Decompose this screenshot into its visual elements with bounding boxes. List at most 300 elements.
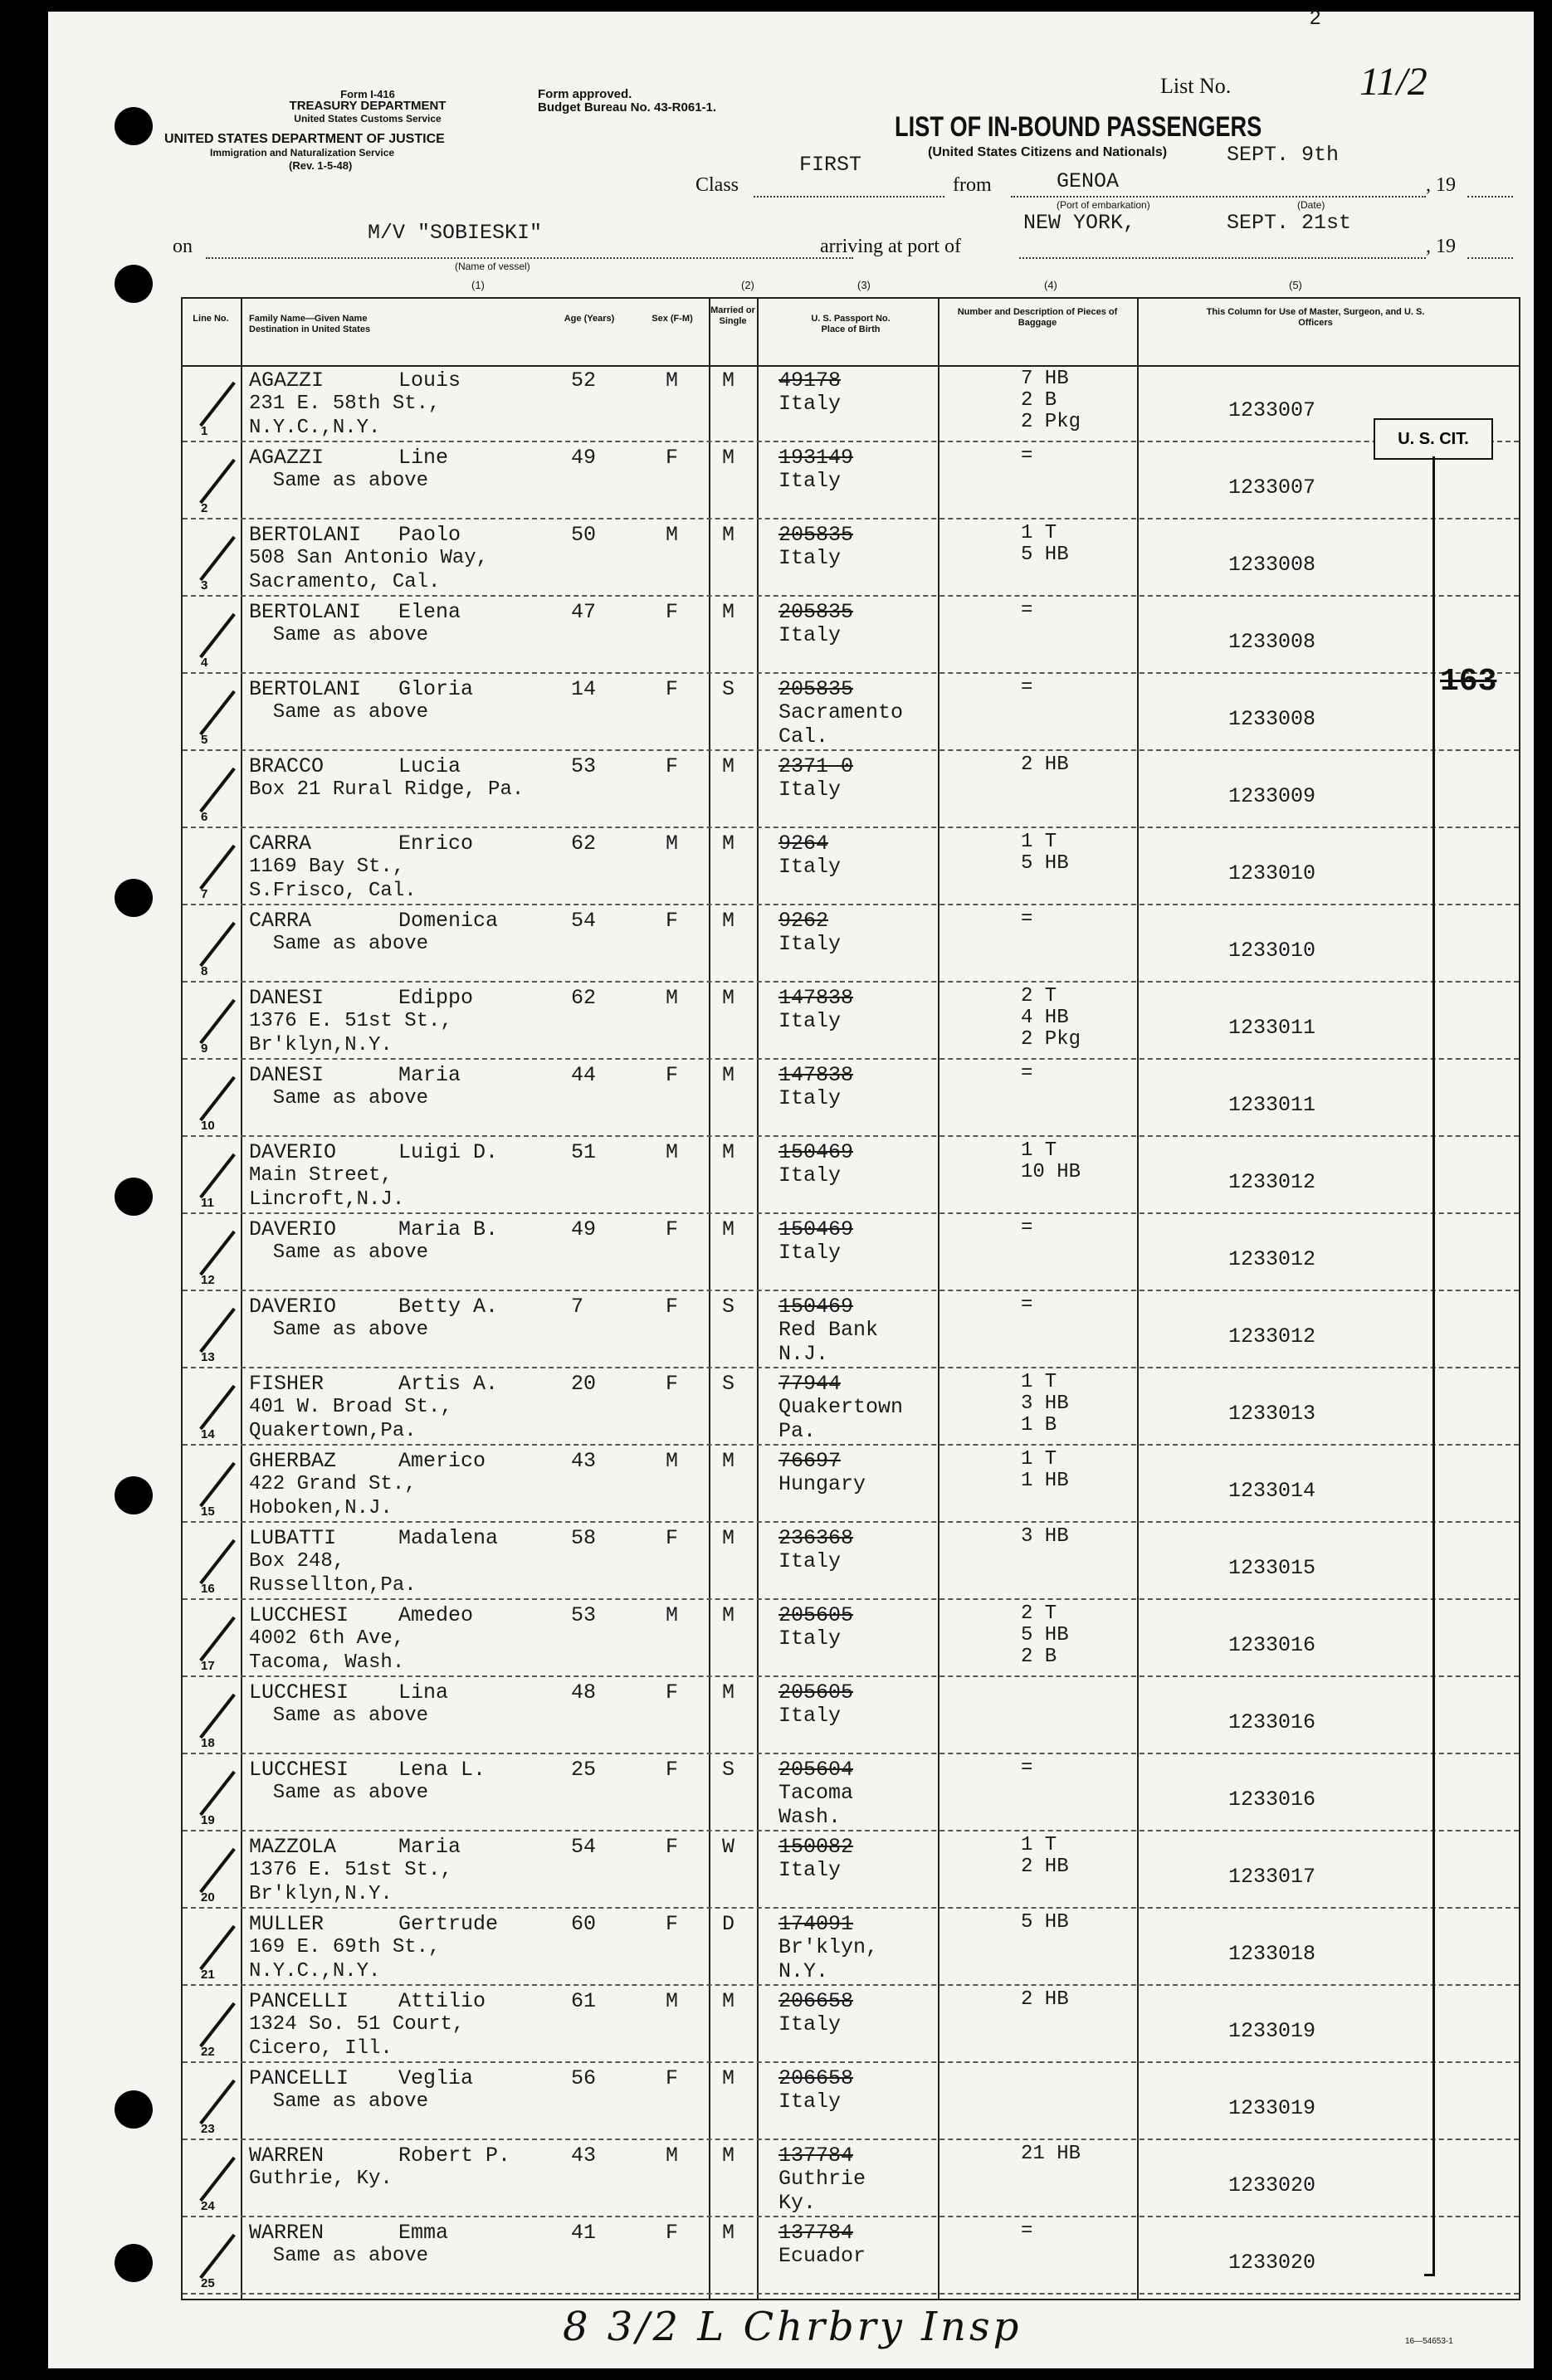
table-row [183, 519, 1519, 597]
passport-number: 137784 [778, 2221, 854, 2245]
baggage-description: 1 T 5 HB [1021, 522, 1069, 566]
place-of-birth: Italy [778, 932, 842, 956]
vessel-name: M/V "SOBIESKI" [368, 221, 543, 245]
passenger-name: LUCCHESI Amedeo [249, 1603, 474, 1627]
checkmark-icon [199, 999, 236, 1044]
passenger-sex: M [666, 1989, 679, 2013]
arriving-date-value: SEPT. 21st [1227, 211, 1352, 235]
checkmark-icon [199, 1617, 236, 1661]
passenger-marital-status: M [722, 1526, 735, 1550]
passport-number: 150082 [778, 1835, 854, 1859]
passenger-age: 44 [571, 1063, 597, 1087]
passenger-name: AGAZZI Line [249, 446, 449, 470]
col-number-5: (5) [1289, 279, 1302, 291]
table-row [183, 2217, 1519, 2295]
line-number: 25 [201, 2276, 215, 2290]
passenger-sex: F [666, 1372, 679, 1396]
officer-number: 1233007 [1228, 476, 1316, 500]
passenger-marital-status: M [722, 1063, 735, 1087]
passport-number: 205605 [778, 1680, 854, 1705]
checkmark-icon [199, 459, 236, 504]
place-of-birth: Quakertown Pa. [778, 1395, 904, 1443]
baggage-description: = [1021, 1757, 1033, 1779]
passenger-marital-status: D [722, 1912, 735, 1936]
line-number: 4 [201, 656, 208, 670]
table-row [183, 2140, 1519, 2217]
baggage-description: 5 HB [1021, 1911, 1069, 1934]
col-header-age: Age (Years) [564, 314, 615, 324]
baggage-description: 3 HB [1021, 1525, 1069, 1548]
passenger-sex: M [666, 1449, 679, 1473]
passenger-name: BERTOLANI Elena [249, 600, 461, 624]
us-cit-stamp: U. S. CIT. [1374, 418, 1493, 460]
baggage-description: 1 T 10 HB [1021, 1139, 1081, 1183]
passenger-name: DAVERIO Maria B. [249, 1217, 499, 1241]
baggage-description: = [1021, 1217, 1033, 1239]
baggage-description: = [1021, 908, 1033, 930]
budget-bureau: Budget Bureau No. 43-R061-1. [538, 100, 717, 115]
baggage-description: 1 T 3 HB 1 B [1021, 1371, 1069, 1436]
passenger-destination: Same as above [249, 1782, 429, 1804]
place-of-birth: Italy [778, 855, 842, 879]
officer-number: 1233017 [1228, 1865, 1316, 1889]
passenger-destination: 401 W. Broad St., Quakertown,Pa. [249, 1396, 452, 1442]
place-of-birth: Italy [778, 1241, 842, 1265]
place-of-birth: Italy [778, 546, 842, 570]
officer-number: 1233008 [1228, 707, 1316, 731]
passenger-marital-status: M [722, 909, 735, 933]
checkmark-icon [199, 1385, 236, 1430]
passenger-age: 54 [571, 1835, 597, 1859]
table-row [183, 1214, 1519, 1291]
baggage-description: = [1021, 1294, 1033, 1316]
table-row [183, 442, 1519, 519]
line-number: 3 [201, 578, 208, 593]
officer-number: 1233016 [1228, 1710, 1316, 1734]
passenger-destination: Box 21 Rural Ridge, Pa. [249, 778, 525, 801]
line-number: 16 [201, 1582, 215, 1596]
passenger-marital-status: M [722, 1680, 735, 1705]
passenger-destination: Same as above [249, 470, 429, 492]
line-number: 15 [201, 1505, 215, 1519]
from-date-value: SEPT. 9th [1227, 143, 1340, 167]
passenger-name: MULLER Gertrude [249, 1912, 499, 1936]
line-number: 7 [201, 887, 208, 901]
line-number: 20 [201, 1890, 215, 1904]
passenger-destination: Main Street, Lincroft,N.J. [249, 1164, 405, 1211]
table-row [183, 674, 1519, 751]
year-label-1: , 19 [1426, 174, 1456, 196]
line-number: 11 [201, 1196, 214, 1210]
passenger-age: 60 [571, 1912, 597, 1936]
punch-hole [115, 1178, 153, 1216]
checkmark-icon [199, 2157, 236, 2202]
officer-number: 1233016 [1228, 1787, 1316, 1812]
passenger-destination: 1169 Bay St., S.Frisco, Cal. [249, 856, 417, 902]
passport-number: 147838 [778, 986, 854, 1010]
passport-number: 150469 [778, 1295, 854, 1319]
col-number-3: (3) [857, 279, 871, 291]
punch-hole [115, 2244, 153, 2282]
passenger-name: FISHER Artis A. [249, 1372, 499, 1396]
passenger-name: BERTOLANI Gloria [249, 677, 474, 701]
passenger-age: 56 [571, 2066, 597, 2090]
line-number: 6 [201, 810, 208, 824]
passenger-name: MAZZOLA Maria [249, 1835, 461, 1859]
line-number: 1 [201, 424, 208, 438]
checkmark-icon [199, 1308, 236, 1353]
table-row [183, 1523, 1519, 1600]
passenger-name: PANCELLI Attilio [249, 1989, 486, 2013]
table-row [183, 2063, 1519, 2140]
line-number: 13 [201, 1350, 215, 1364]
passenger-sex: F [666, 1063, 679, 1087]
baggage-description: 2 HB [1021, 1988, 1069, 2011]
passenger-sex: F [666, 754, 679, 778]
baggage-description: 21 HB [1021, 2143, 1081, 2165]
passport-number: 193149 [778, 446, 854, 470]
checkmark-icon [199, 536, 236, 581]
passenger-marital-status: M [722, 1603, 735, 1627]
col-header-officers: This Column for Use of Master, Surgeon, and U. S. Officers [1206, 307, 1425, 328]
checkmark-icon [199, 382, 236, 427]
officer-number: 1233019 [1228, 2019, 1316, 2043]
baggage-description: 2 T 5 HB 2 B [1021, 1602, 1069, 1668]
table-row [183, 983, 1519, 1060]
col-header-sex: Sex (F-M) [652, 314, 693, 324]
baggage-description: 1 T 1 HB [1021, 1448, 1069, 1492]
passenger-name: PANCELLI Veglia [249, 2066, 474, 2090]
passenger-destination: 422 Grand St., Hoboken,N.J. [249, 1473, 417, 1519]
place-of-birth: Italy [778, 1626, 842, 1651]
vessel-caption: (Name of vessel) [455, 261, 530, 272]
passenger-name: DANESI Maria [249, 1063, 461, 1087]
passenger-sex: F [666, 600, 679, 624]
officer-number: 1233018 [1228, 1942, 1316, 1966]
passenger-age: 51 [571, 1140, 597, 1164]
passenger-destination: Same as above [249, 933, 429, 955]
line-number: 17 [201, 1659, 215, 1673]
table-row [183, 1600, 1519, 1677]
place-of-birth: Hungary [778, 1472, 866, 1496]
passport-number: 147838 [778, 1063, 854, 1087]
baggage-description: 1 T 2 HB [1021, 1834, 1069, 1878]
passenger-name: BRACCO Lucia [249, 754, 461, 778]
port-embark-caption: (Port of embarkation) [1057, 199, 1150, 211]
line-number: 5 [201, 733, 208, 747]
passenger-name: WARREN Robert P. [249, 2143, 511, 2168]
passport-number: 137784 [778, 2143, 854, 2168]
passenger-name: BERTOLANI Paolo [249, 523, 461, 547]
passenger-sex: M [666, 986, 679, 1010]
baggage-description: = [1021, 445, 1033, 467]
passenger-age: 43 [571, 2143, 597, 2168]
document-title: LIST OF IN-BOUND PASSENGERS [895, 111, 1262, 143]
class-value: FIRST [799, 153, 862, 177]
passenger-name: DAVERIO Betty A. [249, 1295, 499, 1319]
passenger-name: DANESI Edippo [249, 986, 474, 1010]
passenger-age: 49 [571, 446, 597, 470]
passenger-name: CARRA Enrico [249, 832, 474, 856]
passenger-sex: F [666, 677, 679, 701]
table-row [183, 1986, 1519, 2063]
passenger-age: 7 [571, 1295, 584, 1319]
table-row [183, 1368, 1519, 1446]
punch-hole [115, 107, 153, 145]
line-number: 22 [201, 2045, 215, 2059]
passenger-name: LUCCHESI Lina [249, 1680, 449, 1705]
officer-number: 1233013 [1228, 1402, 1316, 1426]
passenger-marital-status: M [722, 523, 735, 547]
revision: (Rev. 1-5-48) [289, 159, 353, 172]
passenger-destination: 1324 So. 51 Court, Cicero, Ill. [249, 2013, 465, 2060]
passenger-marital-status: M [722, 2221, 735, 2245]
passport-number: 206658 [778, 2066, 854, 2090]
line-number: 9 [201, 1041, 208, 1056]
passenger-age: 50 [571, 523, 597, 547]
col-header-baggage: Number and Description of Pieces of Baggage [957, 307, 1118, 328]
passenger-destination: Same as above [249, 2090, 429, 2113]
punch-hole [115, 2090, 153, 2129]
passenger-sex: F [666, 446, 679, 470]
passport-number: 76697 [778, 1449, 842, 1473]
on-label: on [173, 236, 193, 257]
passenger-marital-status: S [722, 1758, 735, 1782]
line-number: 8 [201, 964, 208, 978]
passenger-marital-status: S [722, 1295, 735, 1319]
table-row [183, 1754, 1519, 1831]
officer-number: 1233020 [1228, 2173, 1316, 2197]
document-subtitle: (United States Citizens and Nationals) [928, 145, 1168, 159]
customs-service: United States Customs Service [294, 113, 442, 124]
place-of-birth: Italy [778, 392, 842, 416]
passenger-age: 47 [571, 600, 597, 624]
officer-number: 1233007 [1228, 398, 1316, 422]
form-code: 16—54653-1 [1405, 2337, 1453, 2346]
line-number: 23 [201, 2122, 215, 2136]
table-row [183, 751, 1519, 828]
place-of-birth: Italy [778, 1163, 842, 1188]
passenger-name: CARRA Domenica [249, 909, 499, 933]
passenger-destination: Same as above [249, 2245, 429, 2267]
checkmark-icon [199, 1925, 236, 1970]
passenger-age: 53 [571, 1603, 597, 1627]
place-of-birth: Guthrie Ky. [778, 2167, 866, 2215]
table-row [183, 1060, 1519, 1137]
passenger-age: 52 [571, 368, 597, 393]
passenger-marital-status: M [722, 986, 735, 1010]
passport-number: 236368 [778, 1526, 854, 1550]
passenger-destination: 169 E. 69th St., N.Y.C.,N.Y. [249, 1936, 441, 1983]
passenger-destination: Same as above [249, 624, 429, 646]
passenger-marital-status: M [722, 2143, 735, 2168]
checkmark-icon [199, 1848, 236, 1893]
passenger-sex: F [666, 1758, 679, 1782]
class-label: Class [695, 174, 739, 196]
passenger-destination: Same as above [249, 1087, 429, 1110]
baggage-description: = [1021, 599, 1033, 622]
passenger-age: 25 [571, 1758, 597, 1782]
passenger-age: 54 [571, 909, 597, 933]
from-port-value: GENOA [1057, 169, 1120, 193]
passenger-age: 62 [571, 832, 597, 856]
col-header-name: Family Name—Given Name Destination in United States [249, 314, 371, 334]
col-number-1: (1) [471, 279, 485, 291]
passenger-marital-status: M [722, 2066, 735, 2090]
baggage-description: = [1021, 2220, 1033, 2242]
table-header [183, 299, 1519, 367]
passenger-sex: F [666, 1912, 679, 1936]
place-of-birth: Italy [778, 1704, 842, 1728]
officer-number: 1233012 [1228, 1170, 1316, 1194]
passport-number: 174091 [778, 1912, 854, 1936]
checkmark-icon [199, 768, 236, 812]
passenger-destination: Same as above [249, 701, 429, 724]
checkmark-icon [199, 613, 236, 658]
passenger-sex: F [666, 2066, 679, 2090]
officer-number: 1233008 [1228, 553, 1316, 577]
baggage-description: = [1021, 1062, 1033, 1085]
passenger-age: 62 [571, 986, 597, 1010]
baggage-description: 2 HB [1021, 754, 1069, 776]
passenger-destination: 1376 E. 51st St., Br'klyn,N.Y. [249, 1010, 452, 1056]
passenger-sex: F [666, 909, 679, 933]
punch-hole [115, 265, 153, 303]
list-no-label: List No. [1160, 74, 1232, 98]
baggage-description: = [1021, 676, 1033, 699]
passport-number: 150469 [778, 1140, 854, 1164]
passport-number: 205835 [778, 600, 854, 624]
officer-number: 1233020 [1228, 2251, 1316, 2275]
passenger-name: AGAZZI Louis [249, 368, 461, 393]
line-number: 18 [201, 1736, 215, 1750]
passenger-age: 58 [571, 1526, 597, 1550]
officer-number: 1233010 [1228, 939, 1316, 963]
passenger-sex: M [666, 832, 679, 856]
arriving-port-value: NEW YORK, [1023, 211, 1136, 235]
officer-number: 1233014 [1228, 1479, 1316, 1503]
page-corner-number: 2 [1310, 7, 1321, 29]
passport-number: 206658 [778, 1989, 854, 2013]
place-of-birth: Italy [778, 469, 842, 493]
passport-number: 205835 [778, 677, 854, 701]
checkmark-icon [199, 1694, 236, 1739]
baggage-description: 1 T 5 HB [1021, 831, 1069, 875]
col-number-2: (2) [741, 279, 754, 291]
passenger-age: 48 [571, 1680, 597, 1705]
col-header-married: Married or Single [710, 305, 755, 326]
passenger-destination: 1376 E. 51st St., Br'klyn,N.Y. [249, 1859, 452, 1905]
checkmark-icon [199, 1153, 236, 1198]
list-no-value: 11/2 [1359, 60, 1428, 104]
passport-number: 77944 [778, 1372, 842, 1396]
passenger-table [181, 297, 1520, 2300]
passport-number: 9262 [778, 909, 829, 933]
officer-number: 1233012 [1228, 1247, 1316, 1271]
passenger-marital-status: M [722, 832, 735, 856]
passenger-age: 20 [571, 1372, 597, 1396]
table-row [183, 1291, 1519, 1368]
passenger-name: LUBATTI Madalena [249, 1526, 499, 1550]
checkmark-icon [199, 2234, 236, 2279]
place-of-birth: Italy [778, 1009, 842, 1033]
treasury-dept: TREASURY DEPARTMENT [289, 99, 447, 113]
passenger-marital-status: M [722, 1989, 735, 2013]
place-of-birth: Sacramento Cal. [778, 700, 904, 749]
officer-number: 1233008 [1228, 630, 1316, 654]
col-header-passport: U. S. Passport No. Place of Birth [811, 314, 891, 334]
passport-number: 150469 [778, 1217, 854, 1241]
line-number: 21 [201, 1968, 215, 1982]
inspector-signature: 8 3/2 L Chrbry Insp [563, 2304, 1022, 2350]
place-of-birth: Italy [778, 778, 842, 802]
line-number: 24 [201, 2199, 215, 2213]
document-page [48, 7, 1534, 2368]
passenger-destination: 4002 6th Ave, Tacoma, Wash. [249, 1627, 405, 1674]
passenger-marital-status: M [722, 446, 735, 470]
passenger-sex: M [666, 368, 679, 393]
checkmark-icon [199, 1462, 236, 1507]
passenger-marital-status: M [722, 600, 735, 624]
year-label-2: , 19 [1426, 236, 1456, 257]
checkmark-icon [199, 845, 236, 890]
passenger-sex: F [666, 1835, 679, 1859]
checkmark-icon [199, 2002, 236, 2047]
passenger-destination: Guthrie, Ky. [249, 2168, 393, 2190]
line-number: 10 [201, 1119, 215, 1133]
arriving-label: arriving at port of [820, 236, 961, 257]
passenger-age: 43 [571, 1449, 597, 1473]
officer-number: 1233011 [1228, 1093, 1316, 1117]
passport-number: 49178 [778, 368, 842, 393]
passenger-marital-status: M [722, 1140, 735, 1164]
side-number: 163 [1440, 664, 1497, 700]
passenger-sex: M [666, 523, 679, 547]
officer-number: 1233009 [1228, 784, 1316, 808]
checkmark-icon [199, 922, 236, 967]
officer-number: 1233011 [1228, 1016, 1316, 1040]
table-row [183, 1446, 1519, 1523]
checkmark-icon [199, 1076, 236, 1121]
line-number: 14 [201, 1427, 215, 1441]
place-of-birth: Red Bank N.J. [778, 1318, 879, 1366]
passenger-sex: F [666, 1680, 679, 1705]
passenger-marital-status: M [722, 368, 735, 393]
officer-number: 1233015 [1228, 1556, 1316, 1580]
form-approved: Form approved. [538, 87, 632, 101]
from-label: from [953, 174, 992, 196]
passport-number: 205605 [778, 1603, 854, 1627]
place-of-birth: Italy [778, 623, 842, 647]
checkmark-icon [199, 690, 236, 735]
officer-number: 1233010 [1228, 861, 1316, 885]
passenger-marital-status: M [722, 754, 735, 778]
passport-number: 9264 [778, 832, 829, 856]
passenger-age: 61 [571, 1989, 597, 2013]
table-row [183, 1831, 1519, 1909]
col-number-4: (4) [1044, 279, 1057, 291]
date-caption: (Date) [1297, 199, 1325, 211]
passenger-destination: Same as above [249, 1705, 429, 1727]
checkmark-icon [199, 1231, 236, 1275]
officer-number: 1233019 [1228, 2096, 1316, 2120]
passenger-sex: M [666, 1603, 679, 1627]
officer-number: 1233012 [1228, 1324, 1316, 1349]
passenger-sex: F [666, 2221, 679, 2245]
passenger-marital-status: M [722, 1217, 735, 1241]
passenger-age: 41 [571, 2221, 597, 2245]
passenger-marital-status: M [722, 1449, 735, 1473]
